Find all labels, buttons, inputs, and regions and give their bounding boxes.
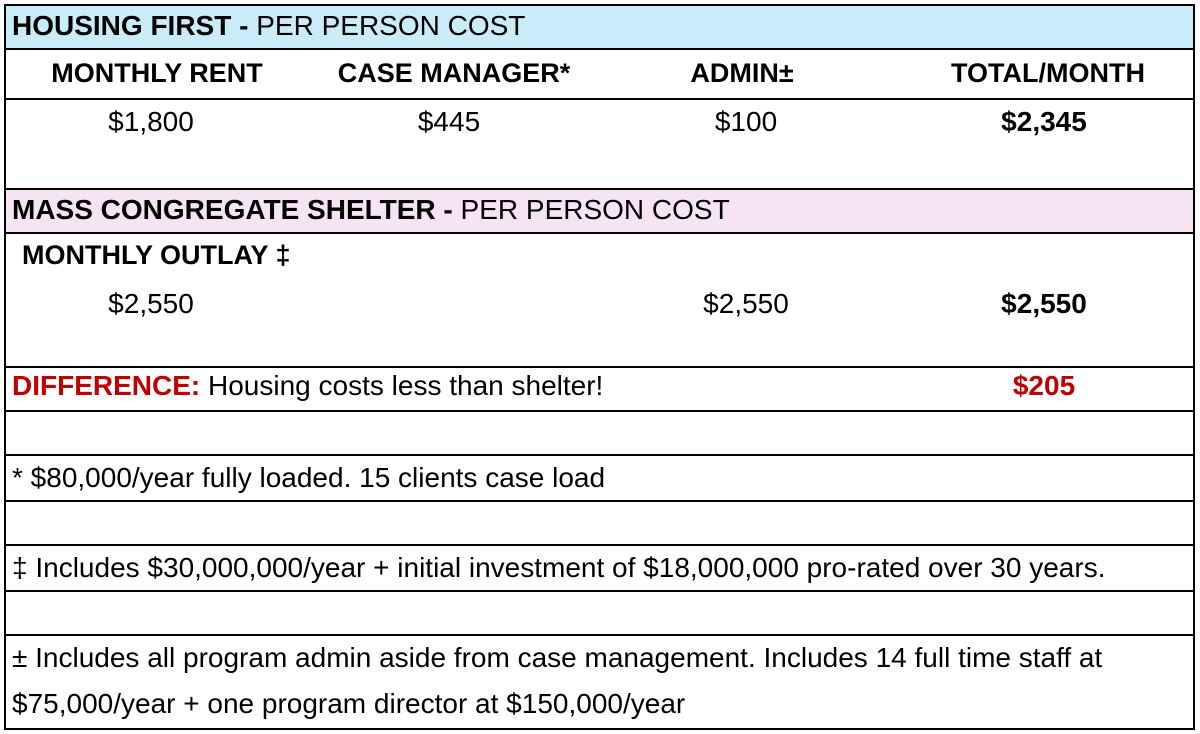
total-month-header: TOTAL/MONTH (951, 58, 1145, 88)
outlay-note-row (6, 546, 1193, 592)
housing-first-header-row (6, 50, 1193, 98)
case-manager-note-row (6, 456, 1193, 502)
housing-total-value: $2,345 (1001, 106, 1087, 137)
difference-label: DIFFERENCE: (12, 370, 201, 401)
housing-first-title: HOUSING FIRST - PER PERSON COST (12, 10, 526, 41)
shelter-values-row (6, 282, 1193, 368)
difference-row (6, 368, 1193, 412)
cost-comparison-table (4, 4, 1195, 730)
outlay-note: ‡ Includes $30,000,000/year + initial investment of $18,000,000 pro-rated over 30 years. (12, 552, 1106, 583)
admin-value: $100 (714, 106, 778, 137)
admin-note-line-2: $75,000/year + one program director at $150,000/year (12, 688, 686, 719)
shelter-total-value: $2,550 (1001, 288, 1087, 319)
admin-note-line-1: ± Includes all program admin aside from case management. Includes 14 full time staff at (12, 642, 1103, 673)
case-manager-value: $445 (417, 106, 481, 137)
shelter-title: MASS CONGREGATE SHELTER - PER PERSON COST (12, 194, 730, 225)
case-manager-note: * $80,000/year fully loaded. 15 clients case load (12, 462, 606, 493)
blank-row (6, 592, 1193, 636)
case-manager-header: CASE MANAGER* (337, 58, 571, 88)
housing-first-values-row (6, 100, 1193, 190)
blank-row (6, 412, 1193, 456)
shelter-admin-value: $2,550 (703, 288, 789, 319)
shelter-header-row (6, 234, 1193, 282)
shelter-title-row (6, 190, 1193, 234)
difference-amount: $205 (1012, 370, 1076, 401)
blank-row (6, 502, 1193, 546)
admin-note-row (6, 636, 1193, 730)
admin-header: ADMIN± (690, 58, 794, 88)
housing-first-title-row (6, 6, 1193, 50)
monthly-outlay-header: MONTHLY OUTLAY ‡ (22, 240, 291, 270)
monthly-rent-value: $1,800 (108, 106, 194, 137)
monthly-outlay-value: $2,550 (108, 288, 194, 319)
monthly-rent-header: MONTHLY RENT (51, 58, 263, 88)
difference-text: DIFFERENCE: Housing costs less than shelter! (12, 370, 604, 401)
